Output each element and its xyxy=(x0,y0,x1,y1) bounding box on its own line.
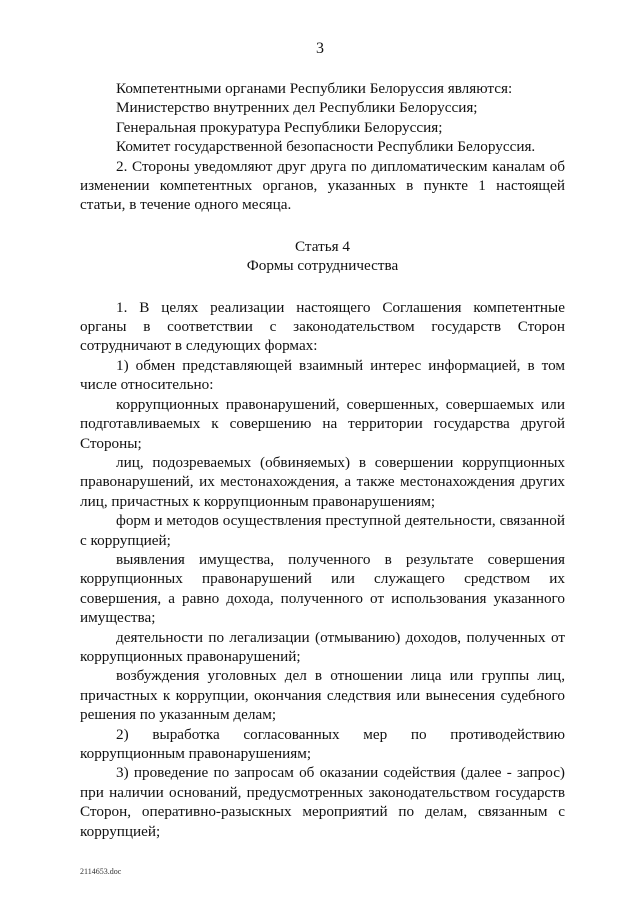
footer-file-name: 2114653.doc xyxy=(80,867,122,876)
competent-organs-heading: Компетентными органами Республики Белоруссия являются: xyxy=(116,80,513,97)
document-body xyxy=(80,79,565,841)
coordinated-measures-item: 2) выработка согласованных мер по противодействию коррупционным правонарушениям; xyxy=(80,725,565,762)
cooperation-forms-paragraph: 1. В целях реализации настоящего Соглашения компетентные органы в соответствии с законодательством государств Сторон сотрудничают в следующих формах: xyxy=(80,298,565,355)
criminal-cases-subitem: возбуждения уголовных дел в отношении лица или группы лиц, причастных к коррупции, окончания следствия или вынесения судебного решения по указанным делам; xyxy=(80,667,565,724)
information-exchange-item: 1) обмен представляющей взаимный интерес информацией, в том числе относительно: xyxy=(80,356,565,394)
offenses-subitem: коррупционных правонарушений, совершенных, совершаемых или подготавливаемых к совершению на территории государства другой Стороны; xyxy=(80,395,565,452)
operational-measures-item: 3) проведение по запросам об оказании содействия (далее - запрос) при наличии оснований, предусмотренных законодательством государств Сторон, оперативно-разыскных мероприятий по делам, связанным с коррупцией; xyxy=(80,764,565,840)
suspects-subitem: лиц, подозреваемых (обвиняемых) в совершении коррупционных правонарушений, их местонахождения, а также местонахождения других лиц, причастных к коррупционным правонарушениям; xyxy=(80,453,565,510)
prosecutor-general-item: Генеральная прокуратура Республики Белоруссия; xyxy=(116,118,443,136)
ministry-internal-affairs-item: Министерство внутренних дел Республики Белоруссия; xyxy=(116,99,478,117)
criminal-methods-subitem: форм и методов осуществления преступной деятельности, связанной с коррупцией; xyxy=(80,512,565,549)
article-title: Формы сотрудничества xyxy=(246,257,399,275)
article-number: Статья 4 xyxy=(294,237,351,255)
money-laundering-subitem: деятельности по легализации (отмыванию) доходов, полученных от коррупционных правонарушений; xyxy=(80,628,565,665)
state-security-committee-item: Комитет государственной безопасности Республики Белоруссия. xyxy=(116,138,536,156)
property-identification-subitem: выявления имущества, полученного в результате совершения коррупционных правонарушений или служащего средством их совершения, а равно дохода, полученного от использования указанного имущества; xyxy=(80,550,565,627)
page-number: 3 xyxy=(316,40,324,57)
notification-clause-paragraph: 2. Стороны уведомляют друг друга по дипломатическим каналам об изменении компетентных органов, указанных в пункте 1 настоящей статьи, в течение одного месяца. xyxy=(80,157,565,214)
